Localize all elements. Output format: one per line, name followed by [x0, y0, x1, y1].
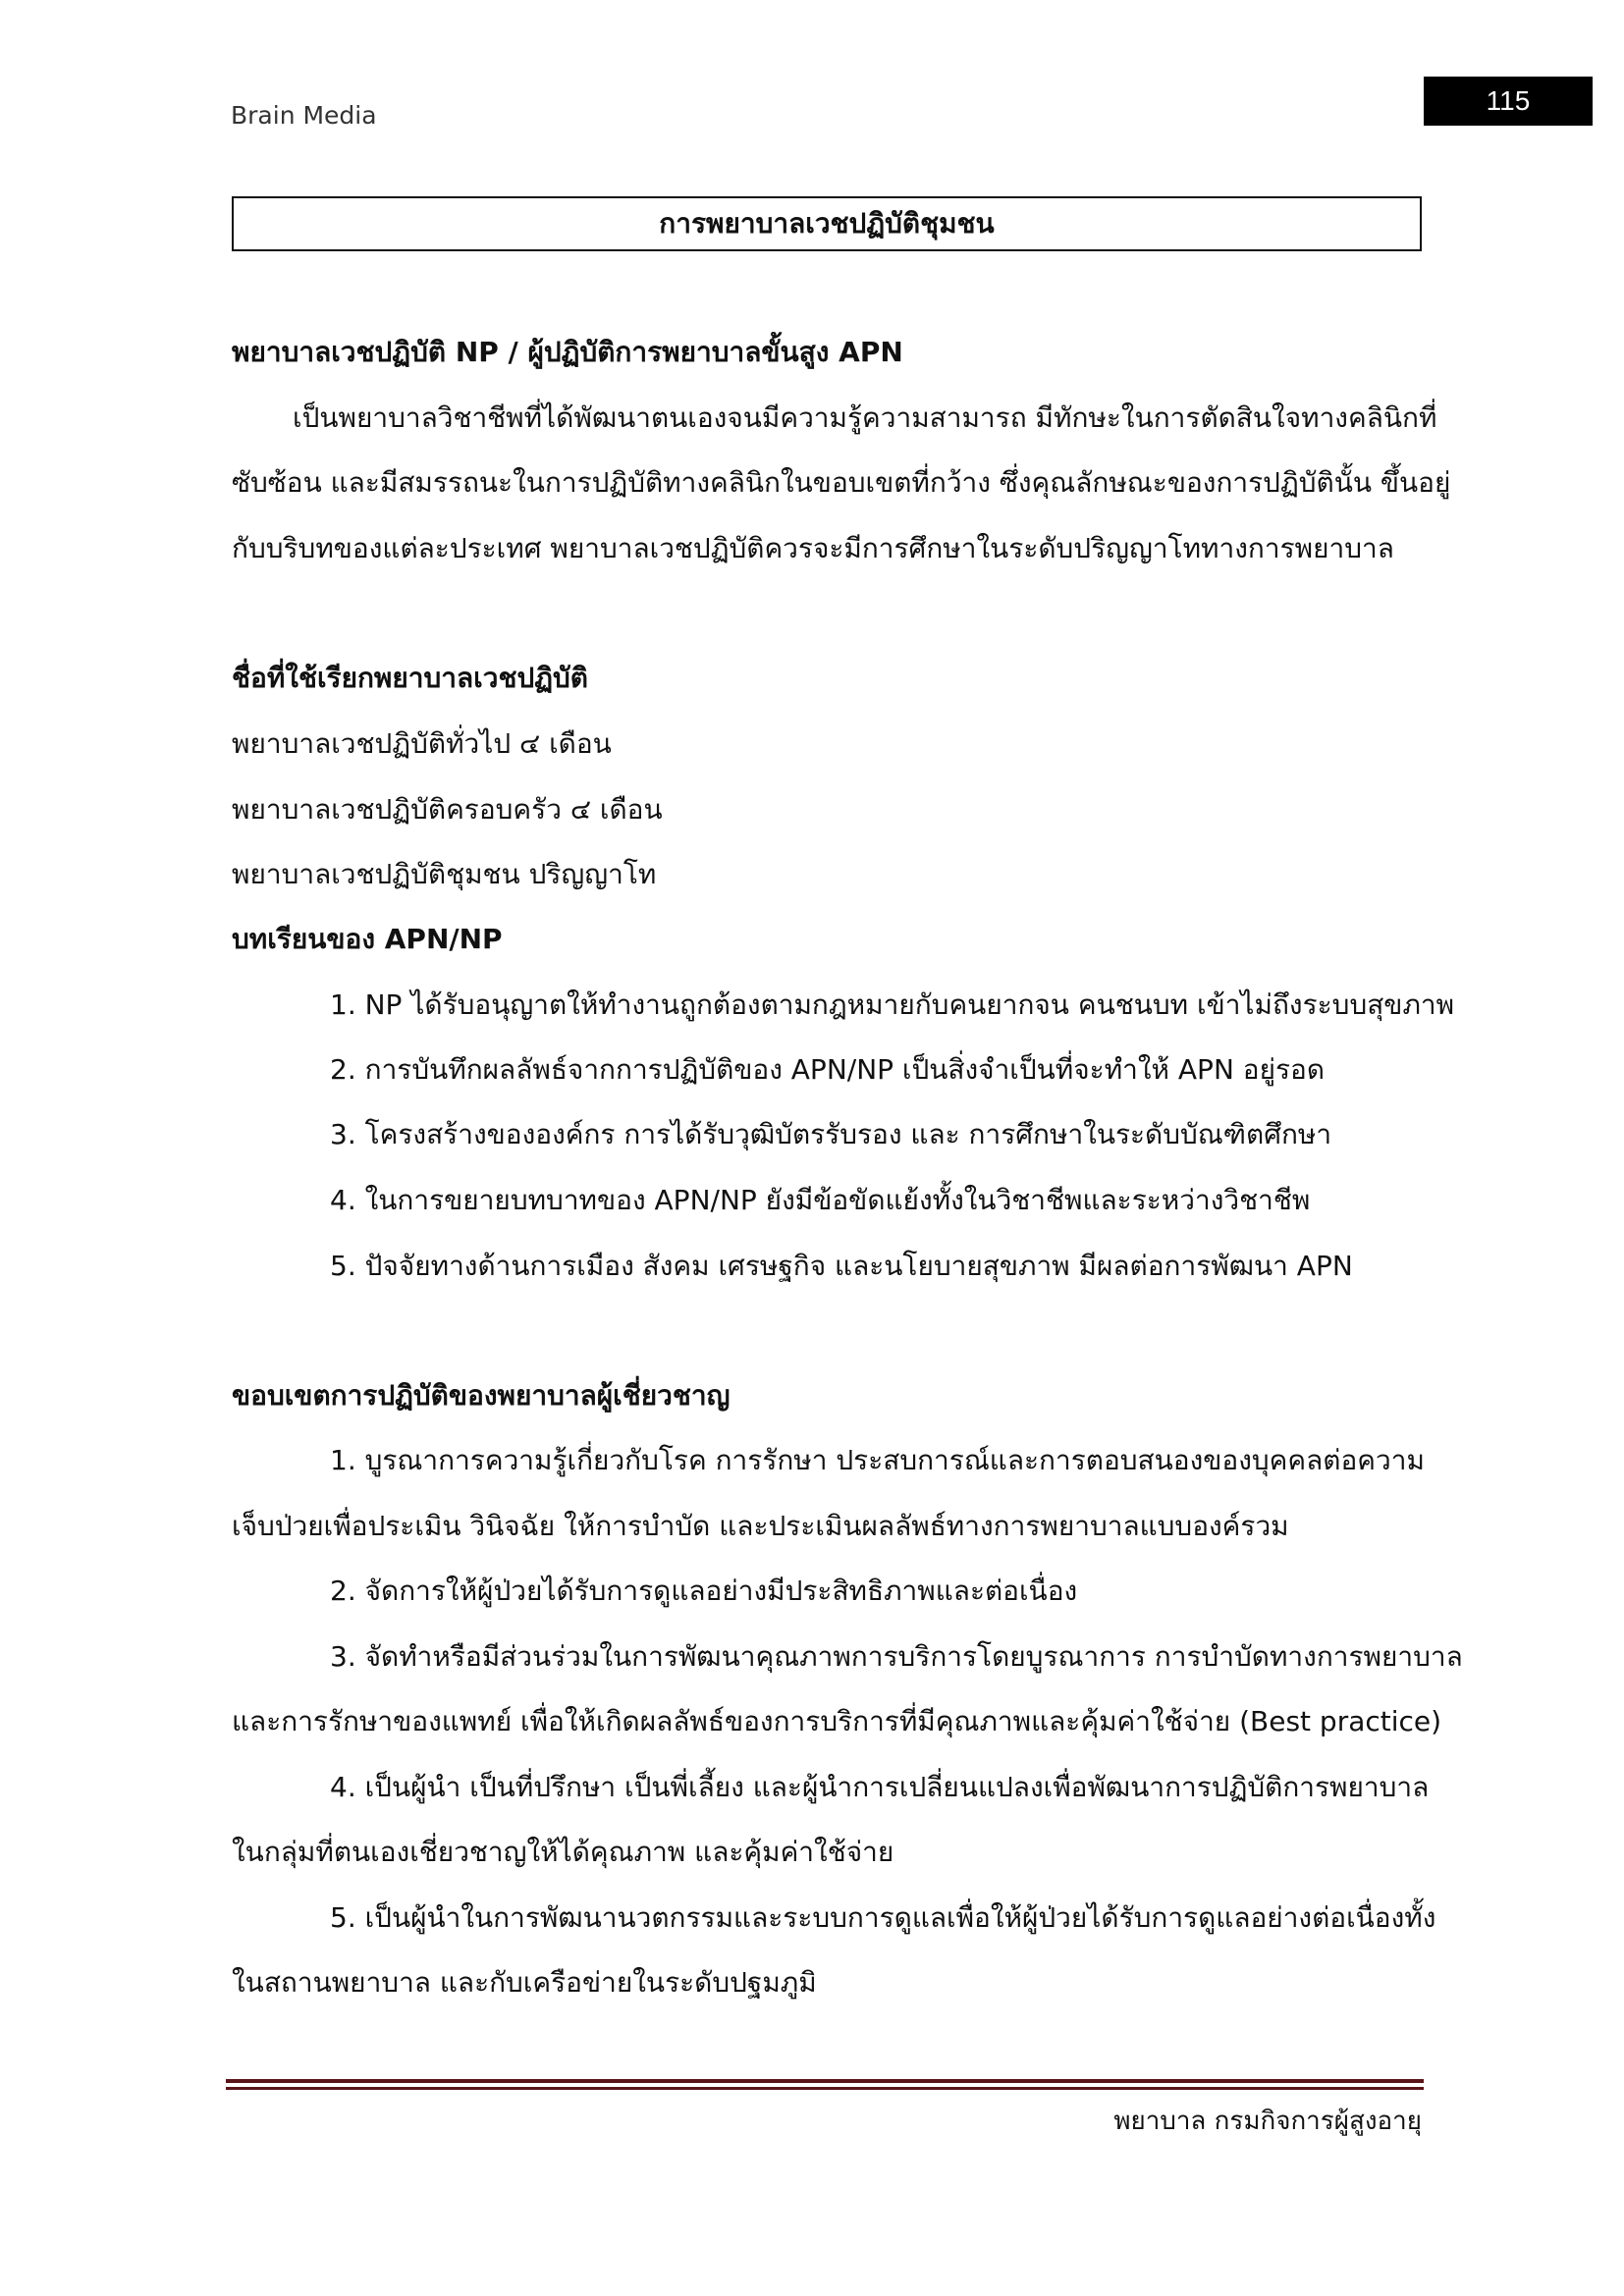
section-lessons-heading: บทเรียนของ APN/NP: [232, 923, 503, 955]
list-item: 5. เป็นผู้นำในการพัฒนานวตกรรมและระบบการดูแลเพื่อให้ผู้ป่วยได้รับการดูแลอย่างต่อเนื่องทั้ง: [330, 1901, 1436, 1934]
list-item: 3. จัดทำหรือมีส่วนร่วมในการพัฒนาคุณภาพการบริการโดยบูรณาการ การบำบัดทางการพยาบาล: [330, 1640, 1463, 1673]
section-scope-heading: ขอบเขตการปฏิบัติของพยาบาลผู้เชี่ยวชาญ: [232, 1379, 731, 1412]
paragraph-line: กับบริบทของแต่ละประเทศ พยาบาลเวชปฏิบัติควรจะมีการศึกษาในระดับปริญญาโททางการพยาบาล: [232, 532, 1394, 564]
list-item: 3. โครงสร้างขององค์กร การได้รับวุฒิบัตรรับรอง และ การศึกษาในระดับบัณฑิตศึกษา: [330, 1118, 1332, 1150]
list-item-continuation: ในสถานพยาบาล และกับเครือข่ายในระดับปฐมภูมิ: [232, 1966, 817, 1999]
list-item: 4. ในการขยายบทบาทของ APN/NP ยังมีข้อขัดแย้งทั้งในวิชาชีพและระหว่างวิชาชีพ: [330, 1184, 1311, 1216]
list-item: 1. บูรณาการความรู้เกี่ยวกับโรค การรักษา ประสบการณ์และการตอบสนองของบุคคลต่อความ: [330, 1444, 1425, 1476]
section-np-apn-heading: พยาบาลเวชปฏิบัติ NP / ผู้ปฏิบัติการพยาบาลขั้นสูง APN: [232, 336, 903, 368]
list-item: พยาบาลเวชปฏิบัติครอบครัว ๔ เดือน: [232, 793, 663, 826]
page-number: 115: [1424, 77, 1593, 126]
list-item-continuation: เจ็บป่วยเพื่อประเมิน วินิจฉัย ให้การบำบัด และประเมินผลลัพธ์ทางการพยาบาลแบบองค์รวม: [232, 1510, 1289, 1542]
footer-text: พยาบาล กรมกิจการผู้สูงอายุ: [1113, 2107, 1422, 2136]
list-item: 1. NP ได้รับอนุญาตให้ทำงานถูกต้องตามกฎหมายกับคนยากจน คนชนบท เข้าไม่ถึงระบบสุขภาพ: [330, 988, 1455, 1021]
list-item-continuation: ในกลุ่มที่ตนเองเชี่ยวชาญให้ได้คุณภาพ และคุ้มค่าใช้จ่าย: [232, 1836, 894, 1868]
footer-rule: [226, 2079, 1424, 2083]
paragraph-line: ซับซ้อน และมีสมรรถนะในการปฏิบัติทางคลินิกในขอบเขตที่กว้าง ซึ่งคุณลักษณะของการปฏิบัตินั้น ขึ้นอยู่: [232, 466, 1451, 499]
header-brand: Brain Media: [231, 101, 377, 130]
list-item-continuation: และการรักษาของแพทย์ เพื่อให้เกิดผลลัพธ์ของการบริการที่มีคุณภาพและคุ้มค่าใช้จ่าย (Best practice): [232, 1705, 1442, 1737]
paragraph-line: เป็นพยาบาลวิชาชีพที่ได้พัฒนาตนเองจนมีความรู้ความสามารถ มีทักษะในการตัดสินใจทางคลินิกที่: [293, 401, 1437, 434]
list-item: 2. การบันทึกผลลัพธ์จากการปฏิบัติของ APN/NP เป็นสิ่งจำเป็นที่จะทำให้ APN อยู่รอด: [330, 1053, 1326, 1086]
list-item: 5. ปัจจัยทางด้านการเมือง สังคม เศรษฐกิจ และนโยบายสุขภาพ มีผลต่อการพัฒนา APN: [330, 1250, 1353, 1282]
page-title: การพยาบาลเวชปฏิบัติชุมชน: [232, 196, 1422, 251]
section-names-heading: ชื่อที่ใช้เรียกพยาบาลเวชปฏิบัติ: [232, 662, 588, 694]
footer-rule: [226, 2087, 1424, 2090]
list-item: 2. จัดการให้ผู้ป่วยได้รับการดูแลอย่างมีประสิทธิภาพและต่อเนื่อง: [330, 1575, 1078, 1607]
list-item: พยาบาลเวชปฏิบัติชุมชน ปริญญาโท: [232, 858, 657, 890]
list-item: พยาบาลเวชปฏิบัติทั่วไป ๔ เดือน: [232, 727, 612, 760]
list-item: 4. เป็นผู้นำ เป็นที่ปรึกษา เป็นพี่เลี้ยง และผู้นำการเปลี่ยนแปลงเพื่อพัฒนาการปฏิบัติการพยาบาล: [330, 1771, 1430, 1803]
